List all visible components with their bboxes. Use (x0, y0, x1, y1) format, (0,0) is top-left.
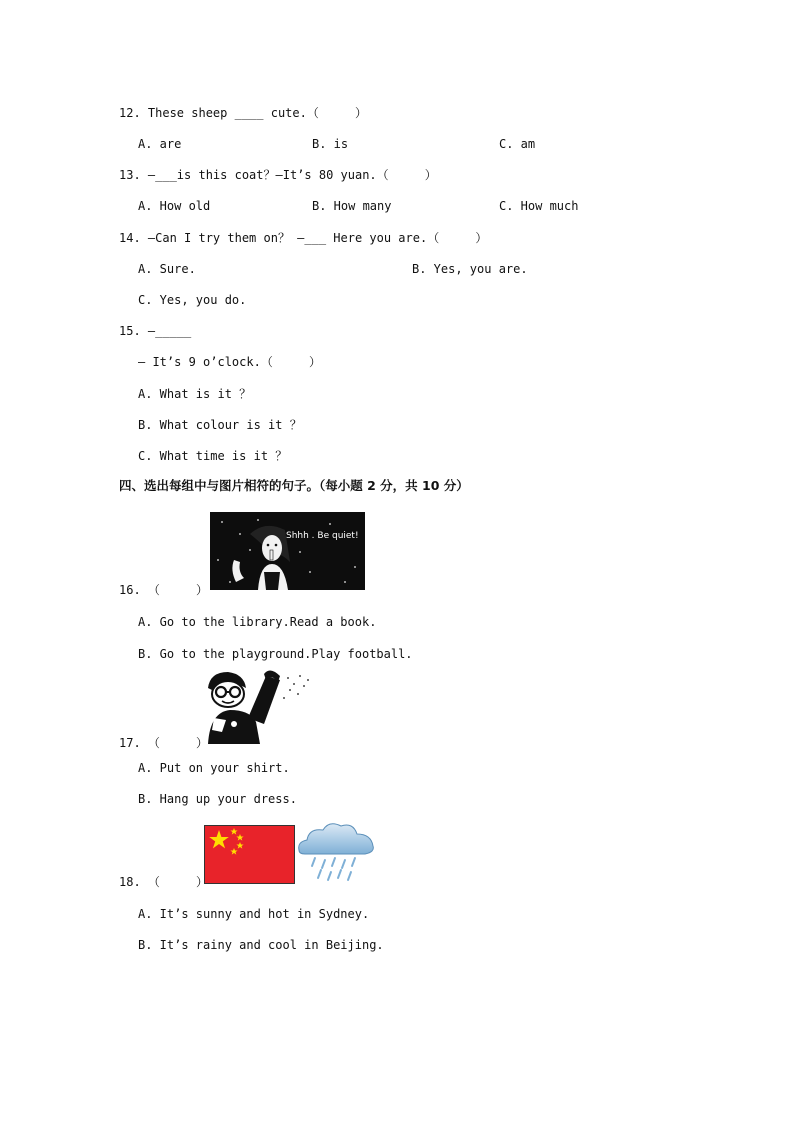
q17-option-a: A. Put on your shirt. (138, 761, 290, 775)
q12-option-c: C. am (499, 137, 536, 151)
q14-option-b: B. Yes, you are. (412, 262, 528, 276)
q14-option-a: A. Sure. (138, 262, 196, 276)
q15-option-a: A. What is it ？ (138, 387, 252, 401)
q16-option-b: B. Go to the playground.Play football. (138, 647, 413, 661)
boy-raising-arm-illustration (204, 668, 312, 744)
quiet-girl-illustration (210, 512, 365, 590)
q18-option-a: A. It’s sunny and hot in Sydney. (138, 907, 370, 921)
q17-option-b: B. Hang up your dress. (138, 792, 297, 806)
question-12-stem: 12. These sheep ____ cute.（ ） (119, 106, 367, 120)
q13-option-b: B. How many (312, 199, 392, 213)
q12-option-b: B. is (312, 137, 349, 151)
rain-cloud-icon (295, 820, 377, 882)
q18-option-b: B. It’s rainy and cool in Beijing. (138, 938, 384, 952)
question-14-stem: 14. —Can I try them on？ —___ Here you are.（ ） (119, 231, 488, 245)
question-16-stem: 16. （ ） (119, 583, 209, 597)
china-flag-icon (204, 825, 295, 884)
question-18-stem: 18. （ ） (119, 875, 209, 889)
q13-option-c: C. How much (499, 199, 579, 213)
question-15-stem: 15. —_____ (119, 324, 192, 338)
q15-option-c: C. What time is it ？ (138, 449, 288, 463)
q14-option-c: C. Yes, you do. (138, 293, 247, 307)
q12-option-a: A. are (138, 137, 182, 151)
q13-option-a: A. How old (138, 199, 211, 213)
section-4-heading: 四、选出每组中与图片相符的句子。（每小题 2 分，共 10 分） (119, 478, 469, 493)
question-17-stem: 17. （ ） (119, 736, 209, 750)
question-15-answer-line: — It’s 9 o’clock.（ ） (138, 355, 321, 369)
question-13-stem: 13. —___is this coat？—It’s 80 yuan.（ ） (119, 168, 437, 182)
speech-text: Shhh . Be quiet! (286, 531, 359, 541)
q15-option-b: B. What colour is it ？ (138, 418, 302, 432)
q16-option-a: A. Go to the library.Read a book. (138, 615, 377, 629)
